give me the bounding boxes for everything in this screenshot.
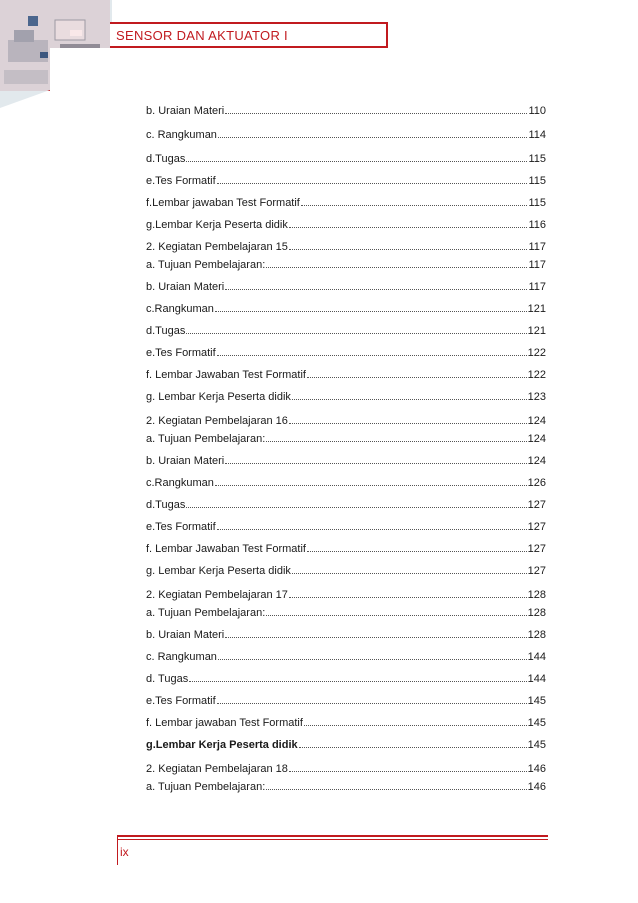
toc-leader-dots	[266, 780, 526, 790]
toc-entry[interactable]	[146, 218, 546, 232]
toc-entry-label: f. Lembar Jawaban Test Formatif	[146, 369, 306, 381]
toc-entry-page: 145	[527, 695, 546, 707]
toc-entry-label: f. Lembar Jawaban Test Formatif	[146, 543, 306, 555]
toc-entry-page: 121	[527, 325, 546, 337]
toc-leader-dots	[215, 302, 527, 312]
toc-entry[interactable]	[146, 280, 546, 294]
toc-entry[interactable]	[146, 152, 546, 166]
footer-vertical-rule	[117, 835, 118, 865]
toc-entry-page: 145	[527, 717, 546, 729]
toc-entry-label: g. Lembar Kerja Peserta didik	[146, 565, 291, 577]
toc-entry-label: 2. Kegiatan Pembelajaran 18	[146, 763, 288, 775]
toc-leader-dots	[266, 258, 527, 268]
toc-leader-dots	[186, 324, 526, 334]
toc-entry-label: d.Tugas	[146, 325, 186, 337]
toc-entry[interactable]	[146, 650, 546, 664]
toc-entry-page: 144	[527, 673, 546, 685]
toc-entry[interactable]	[146, 196, 546, 210]
toc-entry-label: 2. Kegiatan Pembelajaran 16	[146, 415, 288, 427]
toc-leader-dots	[289, 240, 528, 250]
toc-entry-label: d. Tugas	[146, 673, 189, 685]
toc-leader-dots	[225, 454, 526, 464]
toc-entry-page: 126	[527, 477, 546, 489]
toc-entry-page: 128	[527, 589, 546, 601]
toc-entry[interactable]	[146, 564, 546, 578]
toc-entry[interactable]	[146, 346, 546, 360]
toc-entry[interactable]	[146, 258, 546, 272]
toc-leader-dots	[189, 672, 526, 682]
toc-entry-label: a. Tujuan Pembelajaran:	[146, 433, 266, 445]
toc-entry-page: 115	[528, 197, 546, 209]
toc-entry-label: a. Tujuan Pembelajaran:	[146, 781, 266, 793]
toc-entry-page: 116	[528, 219, 546, 231]
toc-entry-label: d.Tugas	[146, 153, 186, 165]
toc-leader-dots	[289, 762, 527, 772]
toc-entry-label: c.Rangkuman	[146, 303, 214, 315]
toc-leader-dots	[225, 280, 527, 290]
toc-entry-label: c. Rangkuman	[146, 651, 217, 663]
toc-entry-page: 127	[527, 543, 546, 555]
toc-entry-page: 117	[528, 241, 546, 253]
toc-entry-label: a. Tujuan Pembelajaran:	[146, 259, 266, 271]
toc-entry-label: g. Lembar Kerja Peserta didik	[146, 391, 291, 403]
toc-entry-page: 110	[528, 105, 546, 117]
toc-entry-page: 128	[527, 629, 546, 641]
toc-entry-page: 127	[527, 499, 546, 511]
toc-entry[interactable]	[146, 454, 546, 468]
toc-entry-page: 123	[527, 391, 546, 403]
toc-entry[interactable]	[146, 498, 546, 512]
header-photo	[0, 0, 112, 108]
toc-entry[interactable]	[146, 104, 546, 118]
toc-entry-label: c.Rangkuman	[146, 477, 214, 489]
toc-entry-page: 128	[527, 607, 546, 619]
toc-entry[interactable]	[146, 432, 546, 446]
toc-leader-dots	[266, 432, 526, 442]
toc-leader-dots	[307, 542, 527, 552]
toc-entry-page: 122	[527, 369, 546, 381]
toc-leader-dots	[307, 368, 527, 378]
toc-entry-page: 145	[527, 739, 546, 751]
toc-leader-dots	[186, 498, 526, 508]
toc-entry-page: 122	[527, 347, 546, 359]
toc-entry[interactable]	[146, 716, 546, 730]
toc-entry-page: 124	[527, 433, 546, 445]
toc-entry-label: e.Tes Formatif	[146, 521, 216, 533]
toc-leader-dots	[301, 196, 528, 206]
toc-leader-dots	[217, 520, 527, 530]
toc-entry[interactable]	[146, 694, 546, 708]
toc-leader-dots	[225, 104, 527, 114]
toc-entry-page: 121	[527, 303, 546, 315]
footer-rule	[118, 835, 548, 837]
toc-entry[interactable]	[146, 302, 546, 316]
toc-entry[interactable]	[146, 368, 546, 382]
toc-entry-page: 144	[527, 651, 546, 663]
toc-entry-page: 115	[528, 175, 546, 187]
industrial-equipment-image	[0, 0, 112, 108]
page-header-title: SENSOR DAN AKTUATOR I	[116, 28, 288, 43]
toc-entry-label: f. Lembar jawaban Test Formatif	[146, 717, 303, 729]
toc-entry-label: g.Lembar Kerja Peserta didik	[146, 219, 288, 231]
toc-entry-label: b. Uraian Materi	[146, 629, 225, 641]
toc-leader-dots	[289, 414, 527, 424]
toc-entry[interactable]	[146, 542, 546, 556]
toc-leader-dots	[289, 588, 527, 598]
toc-entry[interactable]	[146, 780, 546, 794]
toc-entry-label: d.Tugas	[146, 499, 186, 511]
toc-entry-label: g.Lembar Kerja Peserta didik	[146, 739, 298, 751]
toc-entry[interactable]	[146, 390, 546, 404]
toc-entry-page: 115	[528, 153, 546, 165]
toc-leader-dots	[292, 390, 527, 400]
toc-entry[interactable]	[146, 240, 546, 254]
toc-entry-page: 124	[527, 455, 546, 467]
toc-entry[interactable]	[146, 672, 546, 686]
toc-entry-label: e.Tes Formatif	[146, 695, 216, 707]
toc-entry[interactable]	[146, 588, 546, 602]
toc-entry-page: 127	[527, 521, 546, 533]
toc-entry[interactable]	[146, 476, 546, 490]
toc-entry[interactable]	[146, 628, 546, 642]
toc-entry-page: 117	[528, 259, 546, 271]
toc-entry[interactable]	[146, 174, 546, 188]
toc-entry-label: b. Uraian Materi	[146, 281, 225, 293]
toc-leader-dots	[217, 174, 528, 184]
toc-entry-page: 146	[527, 781, 546, 793]
toc-leader-dots	[289, 218, 528, 228]
toc-entry[interactable]	[146, 762, 546, 776]
page-number: ix	[120, 845, 129, 859]
toc-leader-dots	[292, 564, 527, 574]
toc-entry-label: c. Rangkuman	[146, 129, 217, 141]
toc-entry-label: b. Uraian Materi	[146, 455, 225, 467]
toc-entry[interactable]	[146, 606, 546, 620]
toc-entry-page: 117	[528, 281, 546, 293]
toc-leader-dots	[225, 628, 526, 638]
toc-entry[interactable]	[146, 414, 546, 428]
toc-leader-dots	[215, 476, 527, 486]
toc-leader-dots	[217, 694, 527, 704]
toc-entry-label: 2. Kegiatan Pembelajaran 15	[146, 241, 288, 253]
toc-entry[interactable]	[146, 520, 546, 534]
toc-entry-label: b. Uraian Materi	[146, 105, 225, 117]
toc-leader-dots	[217, 346, 527, 356]
toc-entry-label: f.Lembar jawaban Test Formatif	[146, 197, 300, 209]
footer-rule-thin	[118, 839, 548, 840]
toc-entry[interactable]	[146, 128, 546, 142]
toc-entry-page: 124	[527, 415, 546, 427]
toc-entry[interactable]	[146, 738, 546, 752]
toc-entry[interactable]	[146, 324, 546, 338]
toc-leader-dots	[218, 650, 527, 660]
toc-entry-label: e.Tes Formatif	[146, 175, 216, 187]
toc-entry-label: a. Tujuan Pembelajaran:	[146, 607, 266, 619]
toc-entry-label: e.Tes Formatif	[146, 347, 216, 359]
toc-entry-page: 146	[527, 763, 546, 775]
toc-leader-dots	[186, 152, 527, 162]
toc-leader-dots	[299, 738, 527, 748]
toc-entry-label: 2. Kegiatan Pembelajaran 17	[146, 589, 288, 601]
toc-entry-page: 114	[528, 129, 546, 141]
toc-entry-page: 127	[527, 565, 546, 577]
toc-leader-dots	[266, 606, 526, 616]
toc-leader-dots	[304, 716, 527, 726]
toc-leader-dots	[218, 128, 528, 138]
